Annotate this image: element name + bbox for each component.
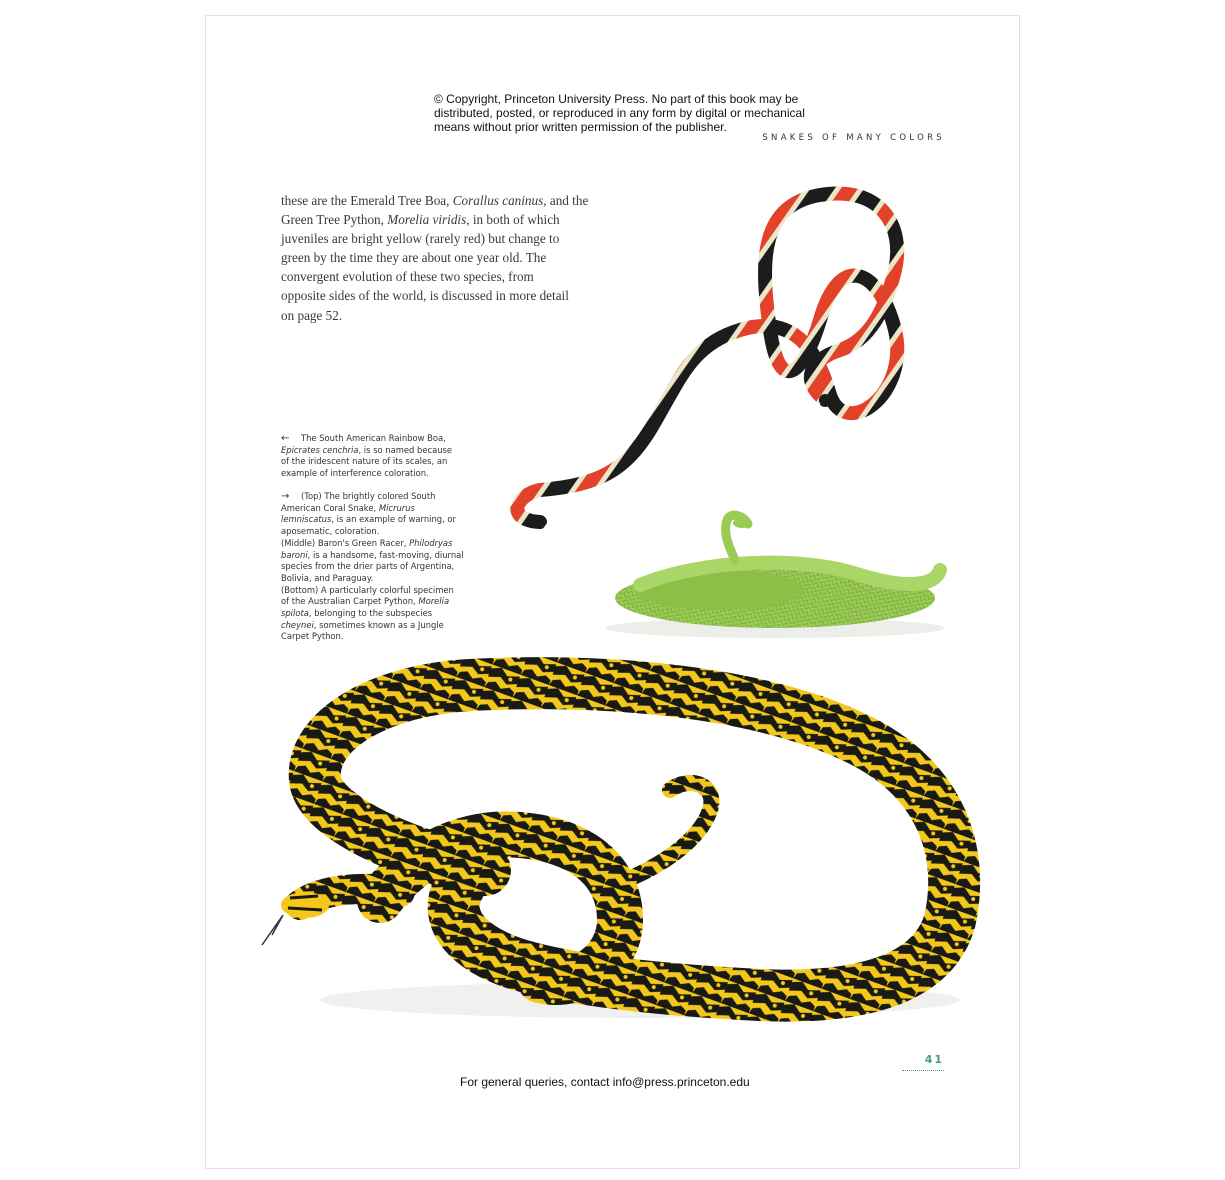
body-line: on page 52. — [281, 307, 343, 323]
copyright-line: distributed, posted, or reproduced in any form by digital or mechanical — [434, 106, 805, 120]
copyright-line: means without prior written permission of the publisher. — [434, 120, 727, 134]
caption-line: (Middle) Baron's Green Racer, Philodryas — [281, 537, 453, 548]
page-number: 41 — [924, 1053, 944, 1066]
caption-line: lemniscatus, is an example of warning, or — [281, 514, 456, 525]
caption-line: aposematic, coloration. — [281, 526, 380, 537]
caption-line: American Coral Snake, Micrurus — [281, 502, 415, 513]
python-tongue — [262, 915, 283, 945]
coral-snake-head — [819, 394, 831, 406]
caption-line: spilota, belonging to the subspecies — [281, 608, 433, 619]
carpet-python-photo — [262, 683, 960, 1018]
coral-snake-body — [517, 193, 897, 522]
green-racer-photo — [605, 515, 945, 638]
caption-line: example of interference coloration. — [281, 468, 429, 479]
page-number-dots — [902, 1070, 944, 1071]
racer-head — [733, 518, 751, 528]
caption-line: → (Top) The brightly colored South — [281, 491, 436, 502]
coral-snake-photo — [517, 193, 897, 522]
caption-line: Epicrates cenchria, is so named because — [281, 444, 453, 455]
body-line: green by the time they are about one year old. The — [281, 250, 547, 266]
caption-line: Bolivia, and Paraguay. — [281, 572, 374, 583]
caption-line: of the Australian Carpet Python, Morelia — [281, 596, 450, 607]
body-line: opposite sides of the world, is discussed in more detail — [281, 288, 569, 304]
copyright-line: © Copyright, Princeton University Press. No part of this book may be — [434, 92, 799, 106]
caption-line: of the iridescent nature of its scales, an — [281, 456, 448, 467]
caption-line: species from the drier parts of Argentina, — [281, 561, 455, 572]
arrow-left-icon: ← — [281, 433, 290, 444]
running-head: SNAKES OF MANY COLORS — [762, 133, 945, 143]
body-line: these are the Emerald Tree Boa, Corallus caninus, and the — [281, 193, 589, 208]
caption-line: Carpet Python. — [281, 631, 344, 642]
footer-contact-note: For general queries, contact info@press.princeton.edu — [460, 1075, 750, 1089]
caption-line: cheynei, sometimes known as a Jungle — [281, 619, 444, 630]
caption-line: baroni, is a handsome, fast-moving, diurnal — [281, 549, 464, 560]
body-line: Green Tree Python, Morelia viridis, in both of which — [281, 212, 560, 228]
body-line: convergent evolution of these two species, from — [281, 269, 534, 285]
arrow-right-icon: → — [281, 491, 290, 502]
caption-line: (Bottom) A particularly colorful specimen — [281, 584, 454, 595]
caption-line: ← The South American Rainbow Boa, — [281, 433, 446, 444]
body-line: juveniles are bright yellow (rarely red) but change to — [281, 231, 560, 247]
